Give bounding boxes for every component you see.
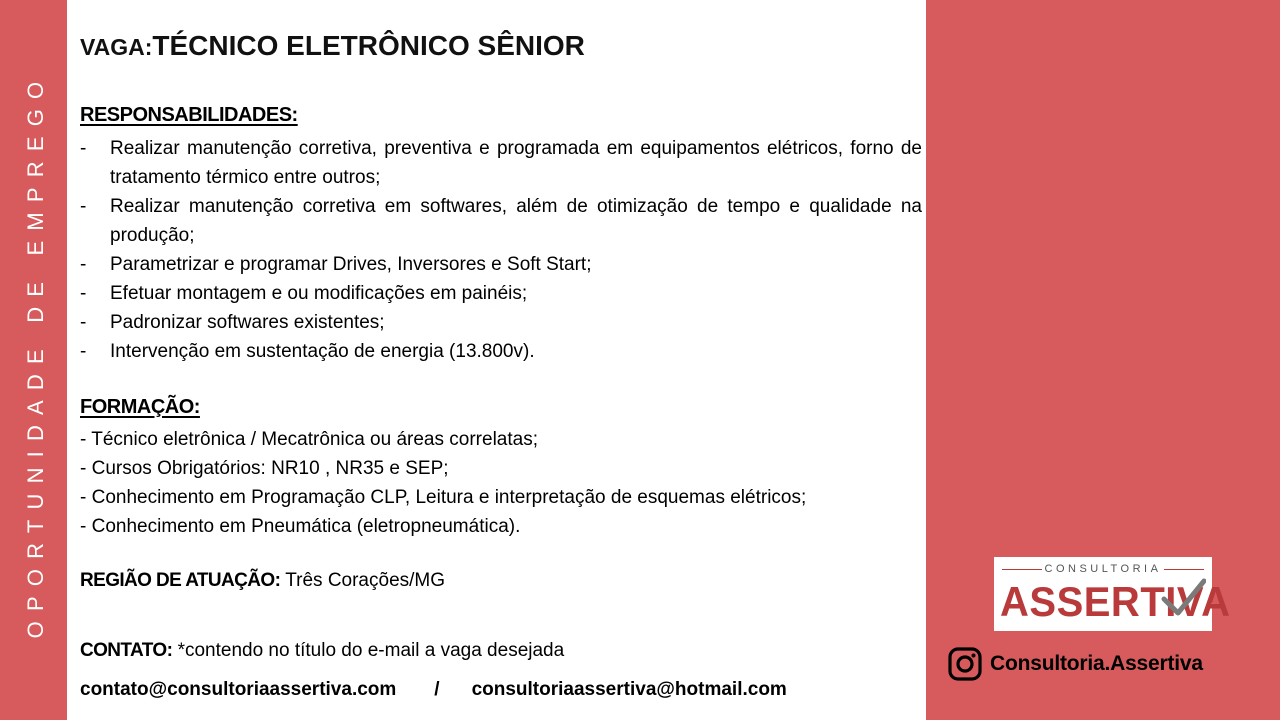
list-item — [80, 337, 922, 366]
regiao-label: REGIÃO DE ATUAÇÃO: — [80, 570, 281, 591]
instagram-icon — [948, 647, 982, 681]
company-logo — [994, 557, 1231, 631]
page-title — [80, 30, 585, 62]
contato-line — [80, 640, 564, 662]
list-item-text: Realizar manutenção corretiva, preventiva e programada em equipamentos elétricos, forno de tratamento térmico entre outros; — [110, 138, 922, 188]
list-item — [80, 192, 922, 250]
list-item: - Cursos Obrigatórios: NR10 , NR35 e SEP; — [80, 458, 449, 479]
logo-top-text: CONSULTORIA — [1044, 563, 1162, 575]
logo-main-text: ASSERTIVA — [1000, 579, 1231, 626]
check-icon — [1160, 575, 1206, 621]
list-item-text: Parametrizar e programar Drives, Inversores e Soft Start; — [110, 254, 592, 275]
responsabilidades-list — [80, 134, 922, 366]
list-item-text: Intervenção em sustentação de energia (13.800v). — [110, 341, 535, 362]
list-item — [80, 279, 922, 308]
list-item-text: Efetuar montagem e ou modificações em painéis; — [110, 283, 528, 304]
title-prefix: VAGA: — [80, 34, 153, 60]
formacao-heading: FORMAÇÃO: — [80, 396, 200, 418]
email-link-secondary[interactable]: consultoriaassertiva@hotmail.com — [471, 679, 787, 700]
title-main: TÉCNICO ELETRÔNICO SÊNIOR — [152, 30, 585, 61]
regiao-line — [80, 570, 445, 592]
formacao-list — [80, 425, 806, 541]
side-banner-text: OPORTUNIDADE DE EMPREGO — [23, 71, 48, 639]
contato-note: *contendo no título do e-mail a vaga desejada — [172, 640, 565, 661]
list-dash: - — [80, 196, 87, 217]
list-dash: - — [80, 283, 87, 304]
contato-label: CONTATO: — [80, 640, 173, 661]
instagram-handle-text: Consultoria.Assertiva — [990, 652, 1203, 675]
list-dash: - — [80, 254, 87, 275]
responsabilidades-heading: RESPONSABILIDADES: — [80, 104, 298, 126]
list-item: - Conhecimento em Programação CLP, Leitura e interpretação de esquemas elétricos; — [80, 487, 807, 508]
list-dash: - — [80, 341, 87, 362]
email-separator: / — [434, 679, 440, 700]
list-item — [80, 134, 922, 192]
list-item — [80, 308, 922, 337]
list-item: - Conhecimento em Pneumática (eletropneumática). — [80, 516, 521, 537]
email-link-primary[interactable]: contato@consultoriaassertiva.com — [80, 679, 397, 700]
list-dash: - — [80, 138, 87, 159]
regiao-value: Três Corações/MG — [280, 570, 446, 591]
list-item-text: Padronizar softwares existentes; — [110, 312, 385, 333]
list-item: - Técnico eletrônica / Mecatrônica ou áreas correlatas; — [80, 429, 538, 450]
list-dash: - — [80, 312, 87, 333]
list-item — [80, 250, 922, 279]
side-banner — [0, 0, 67, 720]
contact-emails — [80, 679, 787, 701]
list-item-text: Realizar manutenção corretiva em softwares, além de otimização de tempo e qualidade na produção; — [110, 196, 922, 246]
instagram-handle[interactable] — [948, 646, 1203, 682]
